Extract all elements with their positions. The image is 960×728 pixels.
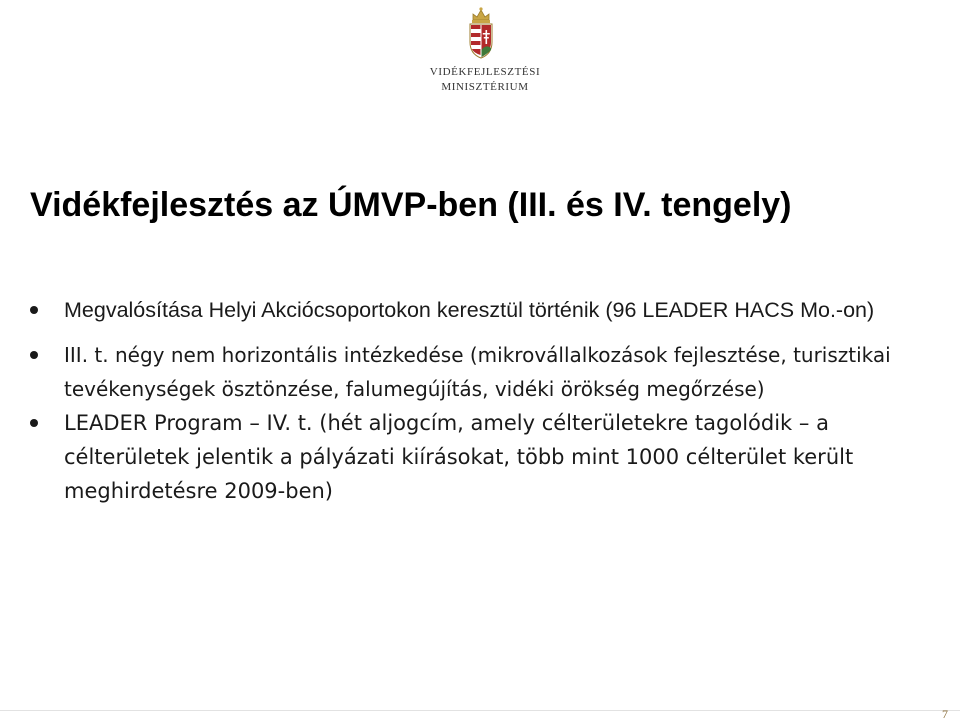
- slide-title: Vidékfejlesztés az ÚMVP-ben (III. és IV. tengely): [30, 186, 792, 224]
- bullet-dot-icon: [30, 419, 38, 427]
- bullet-text: III. t. négy nem horizontális intézkedése (mikrovállalkozások fejlesztése, turisztikai tevékenységek ösztönzése, falumegújítás, vidéki örökség megőrzése): [64, 343, 891, 401]
- bullet-text: LEADER Program – IV. t. (hét aljogcím, amely célterületekre tagolódik – a célterületek jelentik a pályázati kiírásokat, több mint 1000 célterület került meghirdetésre 2009-ben): [64, 411, 854, 503]
- page-number: 7: [942, 707, 948, 721]
- ministry-name-line-1: VIDÉKFEJLESZTÉSI: [429, 66, 541, 78]
- hungarian-coat-of-arms-icon: [464, 6, 498, 60]
- bullet-text: Megvalósítása Helyi Akciócsoportokon keresztül történik (96 LEADER HACS Mo.-on): [64, 298, 875, 322]
- bullet-dot-icon: [30, 351, 38, 359]
- bullet-item: [0, 406, 960, 508]
- ministry-logo: [420, 6, 550, 102]
- footer-divider: [0, 710, 960, 711]
- bullet-dot-icon: [30, 306, 38, 314]
- bullet-item: [0, 338, 960, 406]
- ministry-name-line-2: MINISZTÉRIUM: [441, 81, 529, 93]
- bullet-list: [0, 294, 960, 508]
- bullet-item: [0, 294, 960, 326]
